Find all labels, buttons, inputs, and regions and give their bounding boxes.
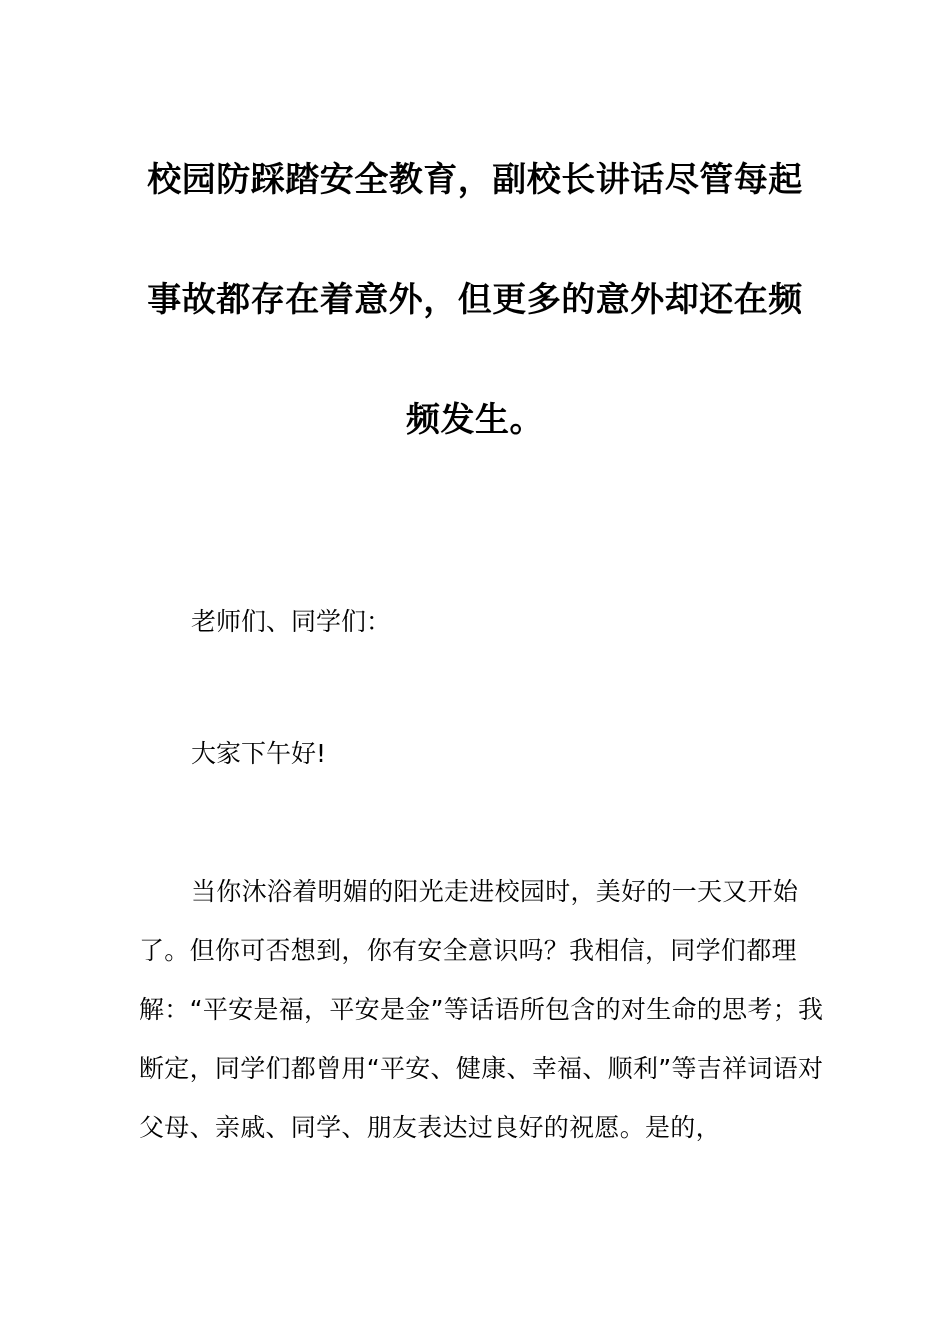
greeting: 大家下午好!: [191, 739, 327, 768]
body-paragraph: 当你沐浴着明媚的阳光走进校园时，美好的一天又开始了。但你可否想到，你有安全意识吗？我相信，同学们都理解：“平安是福，平安是金”等话语所包含的对生命的思考；我断定，同学们都曾用“平安、健康、幸福、顺利”等吉祥词语对父母、亲戚、同学、朋友表达过良好的祝愿。是的，: [139, 877, 824, 1142]
salutation: 老师们、同学们：: [191, 607, 392, 636]
document-title: 校园防踩踏安全教育，副校长讲话尽管每起事故都存在着意外，但更多的意外却还在频频发生。: [147, 160, 803, 440]
